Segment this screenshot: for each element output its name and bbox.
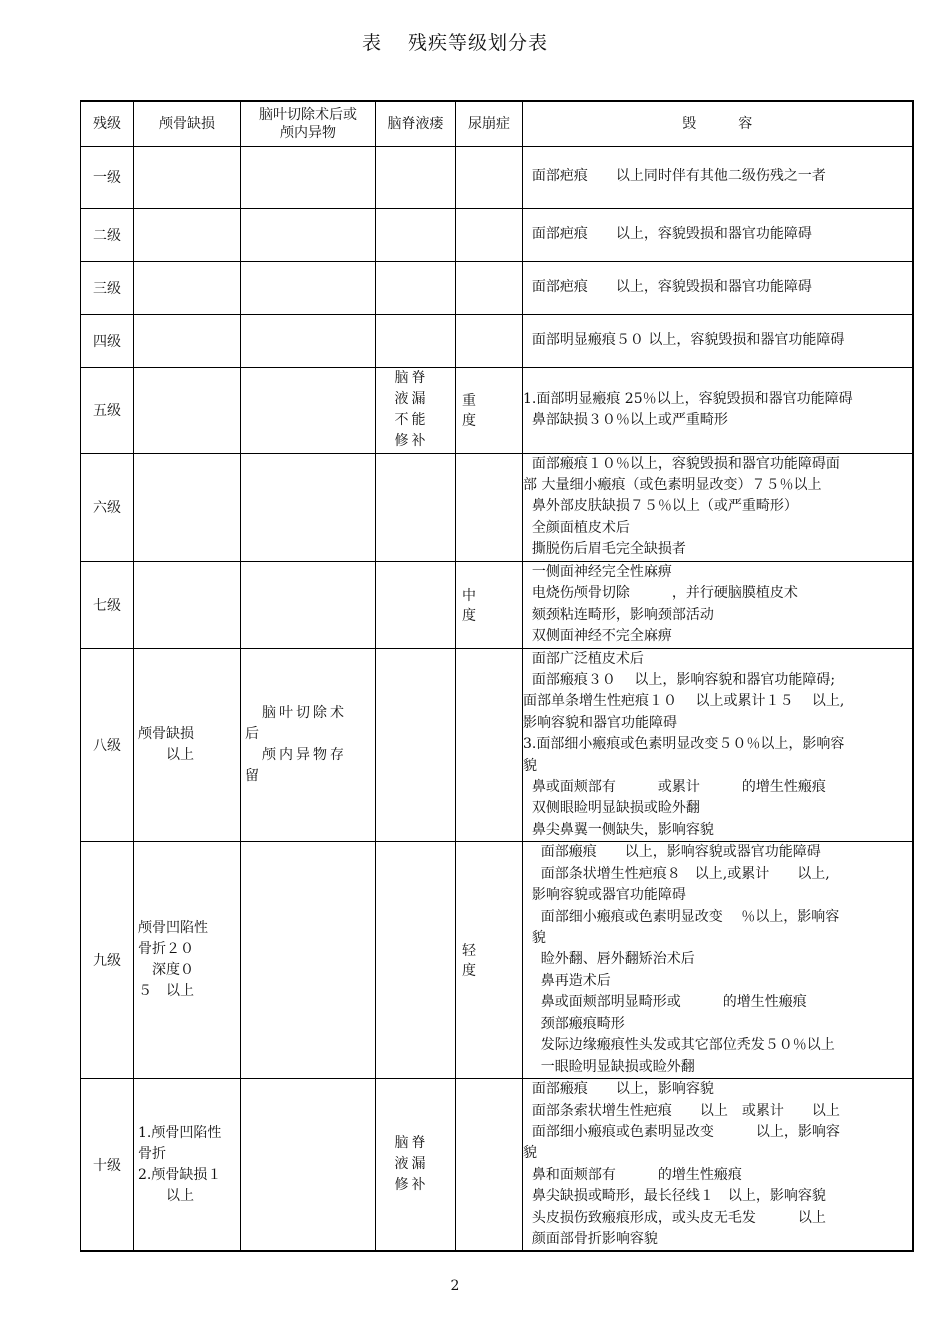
cell-disfigurement <box>523 561 913 648</box>
table-row <box>81 648 913 842</box>
text-line: 电烧伤颅骨切除 ，并行硬脑膜植皮术 <box>523 585 798 602</box>
text-line: 头皮损伤致瘢痕形成，或头皮无毛发 以上 <box>523 1209 826 1226</box>
cell-level: 十级 <box>81 1079 134 1252</box>
cell-csf-leak <box>376 314 456 367</box>
cell-brain-surgery <box>241 1079 376 1252</box>
text-line: 貌 <box>523 1145 537 1162</box>
text-line: 颅内异物存 <box>245 746 347 763</box>
cell-diabetes-insipidus <box>456 453 523 561</box>
text-line: 1.颅骨凹陷性 <box>138 1124 222 1141</box>
cell-level: 九级 <box>81 842 134 1079</box>
cell-diabetes-insipidus <box>456 146 523 208</box>
cell-disfigurement <box>523 367 913 453</box>
cell-csf-leak <box>376 208 456 261</box>
table-header-row <box>81 101 913 146</box>
text-line: 颅骨凹陷性 <box>138 920 208 937</box>
text-line: 鼻部缺损３０％以上或严重畸形 <box>523 412 728 428</box>
text-line: 面部疤痕 以上同时伴有其他二级伤残之一者 <box>523 168 826 185</box>
text-line: 颏颈粘连畸形，影响颈部活动 <box>523 606 714 623</box>
cell-disfigurement <box>523 842 913 1079</box>
cell-disfigurement <box>523 208 913 261</box>
text-line: 面部瘢痕３０ 以上，影响容貌和器官功能障碍; <box>523 671 836 688</box>
cell-skull-defect <box>134 314 241 367</box>
cell-csf-leak <box>376 367 456 453</box>
cell-disfigurement <box>523 1079 913 1252</box>
cell-diabetes-insipidus <box>456 842 523 1079</box>
table-row <box>81 314 913 367</box>
text-line: 脑脊 <box>394 370 429 386</box>
cell-diabetes-insipidus <box>456 367 523 453</box>
cell-level: 二级 <box>81 208 134 261</box>
text-line: 影响容貌或器官功能障碍 <box>523 887 686 904</box>
text-line: 双侧面神经不完全麻痹 <box>523 627 672 644</box>
cell-csf-leak <box>376 648 456 842</box>
text-line: 3.面部细小瘢痕或色素明显改变５０％以上，影响容 <box>523 736 845 753</box>
cell-diabetes-insipidus <box>456 561 523 648</box>
text-line: 深度０ <box>138 962 194 979</box>
skull-defect-text <box>134 1121 240 1209</box>
skull-defect-text <box>134 916 240 1004</box>
cell-diabetes-insipidus <box>456 208 523 261</box>
text-line: 不能 <box>394 412 429 428</box>
text-line: 影响容貌和器官功能障碍 <box>523 714 677 731</box>
text-line: 面部条状增生性疤痕８ 以上,或累计 以上, <box>523 865 830 882</box>
text-line: 鼻或面颊部有 或累计 的增生性瘢痕 <box>523 778 826 795</box>
cell-skull-defect <box>134 1079 241 1252</box>
table-row <box>81 1079 913 1252</box>
page-title: 表 残疾等级划分表 <box>361 32 549 54</box>
text-line: 颈部瘢痕畸形 <box>523 1015 625 1032</box>
text-line: 一侧面神经完全性麻痹 <box>523 563 672 580</box>
text-line: 2.颅骨缺损１ <box>138 1166 222 1183</box>
cell-brain-surgery <box>241 648 376 842</box>
text-line: 鼻再造术后 <box>523 972 611 989</box>
disability-grade-table <box>80 100 914 1252</box>
cell-skull-defect <box>134 453 241 561</box>
text-line: 1.面部明显瘢痕 25％以上，容貌毁损和器官功能障碍 <box>523 390 853 407</box>
text-line: 鼻外部皮肤缺损７５％以上（或严重畸形） <box>523 498 798 515</box>
text-line: 面部细小瘢痕或色素明显改变 ％以上，影响容 <box>523 908 840 925</box>
text-line: 面部明显瘢痕５０ 以上，容貌毁损和器官功能障碍 <box>523 331 845 348</box>
text-line: 后 <box>245 725 262 742</box>
table-row <box>81 146 913 208</box>
cell-level: 七级 <box>81 561 134 648</box>
cell-level: 四级 <box>81 314 134 367</box>
text-line: 面部瘢痕１０％以上，容貌毁损和器官功能障碍面 <box>523 455 840 472</box>
cell-brain-surgery <box>241 842 376 1079</box>
header-csf-leak: 脑脊液瘘 <box>376 101 456 146</box>
cell-brain-surgery <box>241 561 376 648</box>
skull-defect-text <box>134 722 240 768</box>
text-line: 面部疤痕 以上，容貌毁损和器官功能障碍 <box>523 225 812 242</box>
cell-csf-leak <box>376 561 456 648</box>
table-row <box>81 453 913 561</box>
table-row <box>81 261 913 314</box>
cell-csf-leak <box>376 146 456 208</box>
cell-disfigurement <box>523 146 913 208</box>
text-line: 以上 <box>138 1187 194 1204</box>
text-line: 颜面部骨折影响容貌 <box>523 1231 658 1248</box>
text-line: 颅骨缺损 <box>138 725 194 742</box>
cell-diabetes-insipidus <box>456 648 523 842</box>
cell-diabetes-insipidus <box>456 314 523 367</box>
text-line: 撕脱伤后眉毛完全缺损者 <box>523 541 686 558</box>
cell-skull-defect <box>134 648 241 842</box>
text-line: 面部单条增生性疤痕１０ 以上或累计１５ 以上, <box>523 693 845 710</box>
cell-level: 一级 <box>81 146 134 208</box>
cell-csf-leak <box>376 1079 456 1252</box>
header-diabetes-insipidus: 尿崩症 <box>456 101 523 146</box>
cell-csf-leak <box>376 261 456 314</box>
cell-disfigurement <box>523 648 913 842</box>
text-line: 面部广泛植皮术后 <box>523 650 644 667</box>
cell-brain-surgery <box>241 146 376 208</box>
cell-brain-surgery <box>241 367 376 453</box>
cell-level: 三级 <box>81 261 134 314</box>
cell-diabetes-insipidus <box>456 261 523 314</box>
text-line: ５ 以上 <box>138 983 194 1000</box>
cell-level: 五级 <box>81 367 134 453</box>
text-line: 修补 <box>394 433 429 449</box>
brain-surgery-text <box>241 701 375 789</box>
csf-leak-text <box>395 368 437 452</box>
text-line: 液漏 <box>394 1156 429 1173</box>
cell-brain-surgery <box>241 208 376 261</box>
text-line: 脑脊 <box>394 1135 429 1152</box>
table-row <box>81 561 913 648</box>
text-line: 貌 <box>523 930 546 947</box>
header-disfigurement: 毁 容 <box>523 101 913 146</box>
text-line: 骨折 <box>138 1145 166 1162</box>
cell-disfigurement <box>523 314 913 367</box>
text-line: 液漏 <box>394 391 429 407</box>
header-brain-surgery: 脑叶切除术后或 颅内异物 <box>241 101 376 146</box>
text-line: 睑外翻、唇外翻矫治术后 <box>523 951 695 968</box>
text-line: 面部细小瘢痕或色素明显改变 以上，影响容 <box>523 1124 840 1140</box>
text-line: 全颜面植皮术后 <box>523 519 630 536</box>
cell-brain-surgery <box>241 453 376 561</box>
text-line: 以上 <box>138 746 194 763</box>
table-row <box>81 367 913 453</box>
table-row <box>81 842 913 1079</box>
cell-diabetes-insipidus <box>456 1079 523 1252</box>
text-line: 双侧眼睑明显缺损或睑外翻 <box>523 800 700 817</box>
text-line: 脑叶切除术 <box>245 704 347 721</box>
page-number: 2 <box>450 1278 460 1294</box>
text-line: 留 <box>245 767 262 784</box>
text-line: 面部瘢痕 以上，影响容貌或器官功能障碍 <box>523 844 821 861</box>
header-level: 残级 <box>81 101 134 146</box>
text-line: 一眼睑明显缺损或睑外翻 <box>523 1058 695 1075</box>
cell-level: 六级 <box>81 453 134 561</box>
text-line: 发际边缘瘢痕性头发或其它部位秃发５０％以上 <box>523 1037 835 1054</box>
text-line: 面部疤痕 以上，容貌毁损和器官功能障碍 <box>523 278 812 295</box>
text-line: 部 大量细小瘢痕（或色素明显改变）７５％以上 <box>523 476 822 493</box>
cell-skull-defect <box>134 261 241 314</box>
severity-text: 中 度 <box>462 587 486 624</box>
text-line: 面部瘢痕 以上，影响容貌 <box>523 1081 714 1098</box>
cell-brain-surgery <box>241 314 376 367</box>
text-line: 鼻尖鼻翼一侧缺失，影响容貌 <box>523 821 714 838</box>
cell-skull-defect <box>134 146 241 208</box>
table-row <box>81 208 913 261</box>
cell-skull-defect <box>134 367 241 453</box>
cell-skull-defect <box>134 842 241 1079</box>
cell-disfigurement <box>523 453 913 561</box>
text-line: 鼻和面颊部有 的增生性瘢痕 <box>523 1166 742 1183</box>
cell-csf-leak <box>376 453 456 561</box>
text-line: 鼻尖缺损或畸形，最长径线１ 以上，影响容貌 <box>523 1188 826 1205</box>
cell-skull-defect <box>134 561 241 648</box>
cell-disfigurement <box>523 261 913 314</box>
cell-csf-leak <box>376 842 456 1079</box>
text-line: 骨折２０ <box>138 941 194 958</box>
cell-skull-defect <box>134 208 241 261</box>
severity-text: 重 度 <box>462 393 486 429</box>
text-line: 面部条索状增生性疤痕 以上 或累计 以上 <box>523 1102 840 1119</box>
csf-leak-text <box>395 1133 437 1196</box>
text-line: 修补 <box>394 1177 429 1194</box>
cell-level: 八级 <box>81 648 134 842</box>
text-line: 鼻或面颊部明显畸形或 的增生性瘢痕 <box>523 994 807 1011</box>
header-skull-defect: 颅骨缺损 <box>134 101 241 146</box>
cell-brain-surgery <box>241 261 376 314</box>
text-line: 貌 <box>523 757 537 774</box>
severity-text: 轻 度 <box>462 943 486 980</box>
